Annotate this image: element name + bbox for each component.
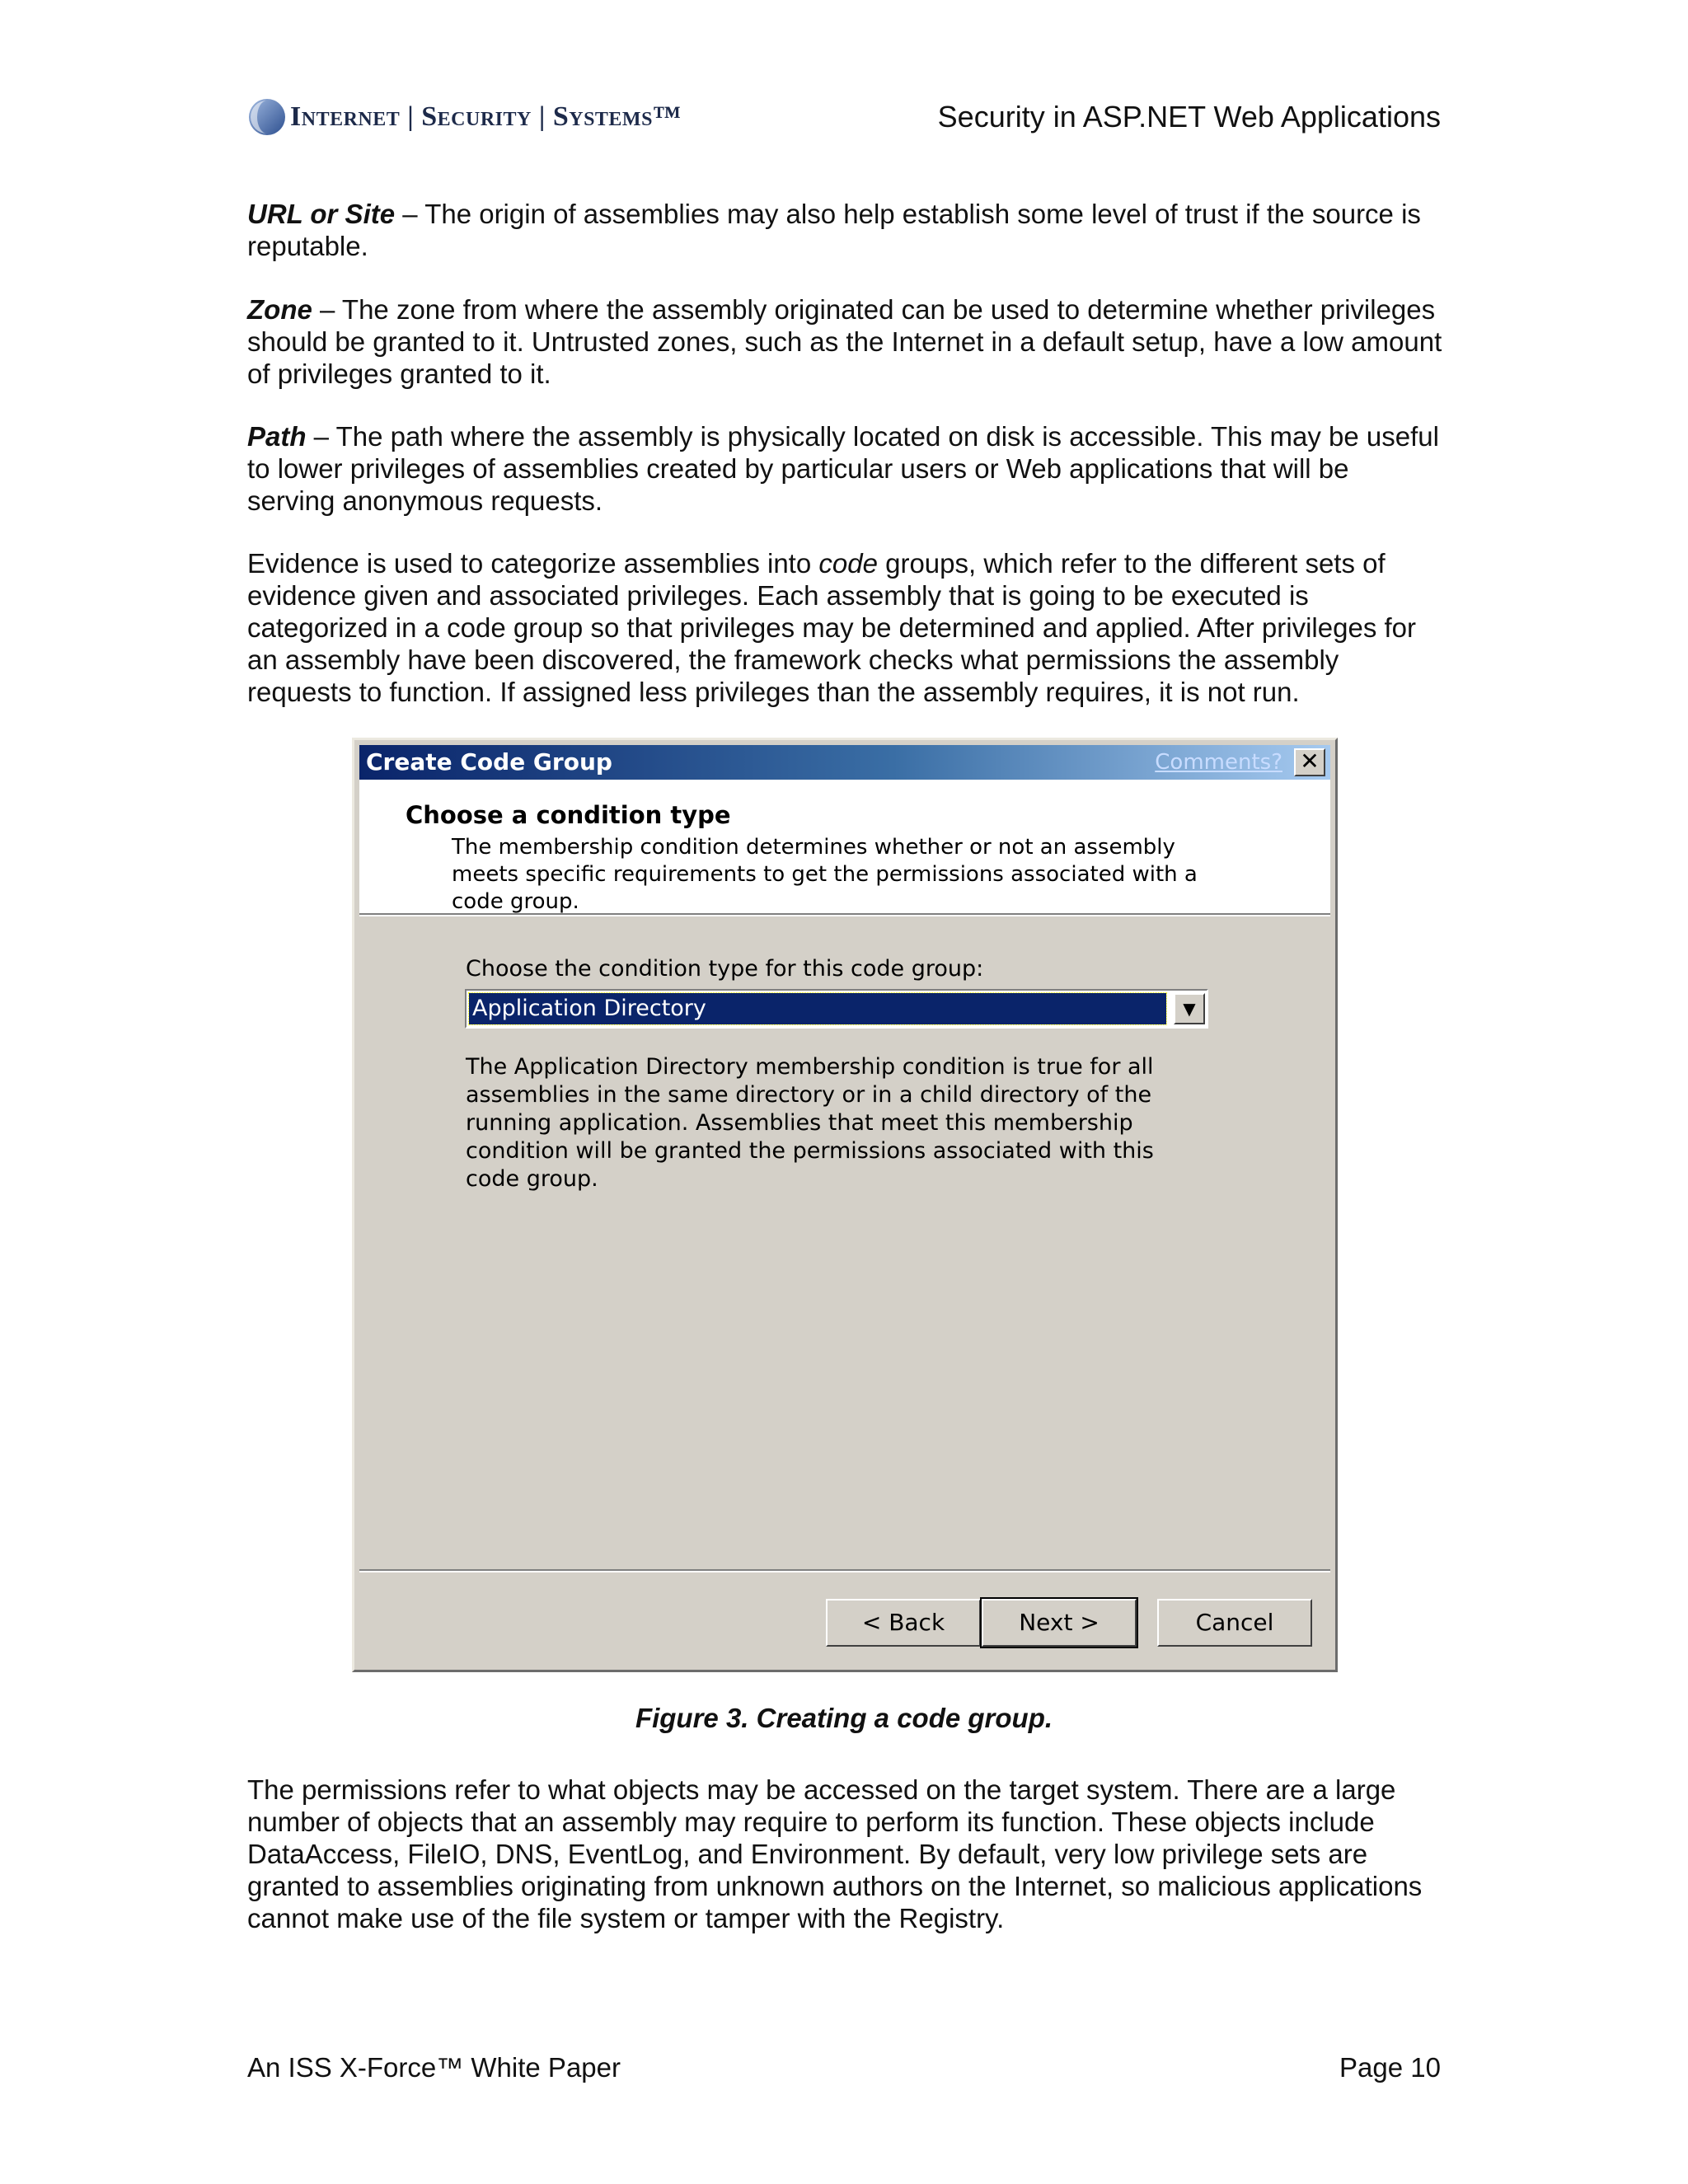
logo-wordmark: Internet | Security | Systems™ bbox=[290, 101, 682, 132]
footer-publication: An ISS X-Force™ White Paper bbox=[247, 2052, 621, 2083]
paragraph-zone bbox=[247, 293, 1442, 390]
paragraph-permissions: The permissions refer to what objects may be accessed on the target system. There are a large number of objects that an assembly may require to perform its function. These objects include DataAccess, FileIO, DNS, EventLog, and Environment. By default, very low privilege sets are granted to assemblies originating from unknown authors on the Internet, so malicious applications cannot make use of the file system or tamper with the Registry. bbox=[247, 1774, 1423, 1933]
chevron-down-icon[interactable]: ▼ bbox=[1174, 993, 1205, 1024]
text-url-site: – The origin of assemblies may also help establish some level of trust if the source is reputable. bbox=[247, 199, 1421, 261]
condition-type-selected[interactable]: Application Directory bbox=[469, 993, 1166, 1024]
cancel-button[interactable]: Cancel bbox=[1157, 1599, 1312, 1647]
paragraph-url-site bbox=[247, 198, 1442, 262]
back-button[interactable]: < Back bbox=[826, 1599, 981, 1647]
dialog-titlebar bbox=[359, 745, 1330, 780]
create-code-group-dialog bbox=[352, 738, 1338, 1672]
text-zone: – The zone from where the assembly originated can be used to determine whether privileges should be granted to it. Untrusted zones, such as the Internet in a default setup, have a low amount of privileges granted to it. bbox=[247, 294, 1442, 389]
condition-type-dropdown[interactable] bbox=[465, 989, 1208, 1029]
document-title: Security in ASP.NET Web Applications bbox=[937, 100, 1441, 134]
page-header bbox=[247, 92, 1441, 142]
text-evidence-italic: code bbox=[818, 548, 878, 579]
wizard-subtext: The membership condition determines whether or not an assembly meets specific requirements to get the permissions associated with a code group. bbox=[452, 835, 1198, 914]
text-evidence-before: Evidence is used to categorize assemblies into bbox=[247, 548, 819, 579]
term-zone: Zone bbox=[247, 294, 312, 325]
figure-caption: Figure 3. Creating a code group. bbox=[635, 1703, 1053, 1733]
condition-description: The Application Directory membership condition is true for all assemblies in the same directory or in a child directory of the running application. Assemblies that meet this membership condition will be granted the permissions associated with this code group. bbox=[466, 1054, 1154, 1192]
condition-type-label: Choose the condition type for this code group: bbox=[466, 956, 984, 982]
close-icon[interactable]: ✕ bbox=[1294, 748, 1325, 776]
text-evidence-after: groups, which refer to the different sets of evidence given and associated privileges. Each assembly that is going to be executed is categorized in a code group so that privileges may be determined and applied. After privileges for an assembly have been discovered, the framework checks what permissions the assembly requests to function. If assigned less privileges than the assembly requires, it is not run. bbox=[247, 548, 1417, 707]
paragraph-evidence bbox=[247, 547, 1442, 708]
wizard-heading: Choose a condition type bbox=[406, 801, 731, 829]
text-path: – The path where the assembly is physically located on disk is accessible. This may be useful to lower privileges of assemblies created by particular users or Web applications that will be serving anonymous requests. bbox=[247, 421, 1439, 516]
iss-logo bbox=[247, 92, 681, 142]
footer-separator bbox=[359, 1569, 1330, 1572]
dialog-title: Create Code Group bbox=[366, 748, 612, 776]
term-url-site: URL or Site bbox=[247, 199, 396, 229]
globe-logo-icon bbox=[247, 97, 287, 137]
page-number: Page 10 bbox=[1339, 2052, 1441, 2083]
comments-link[interactable]: Comments? bbox=[1155, 750, 1282, 775]
paragraph-path bbox=[247, 420, 1442, 517]
wizard-header bbox=[359, 780, 1330, 913]
next-button[interactable]: Next > bbox=[982, 1599, 1137, 1647]
header-separator bbox=[359, 913, 1330, 916]
term-path: Path bbox=[247, 421, 307, 452]
